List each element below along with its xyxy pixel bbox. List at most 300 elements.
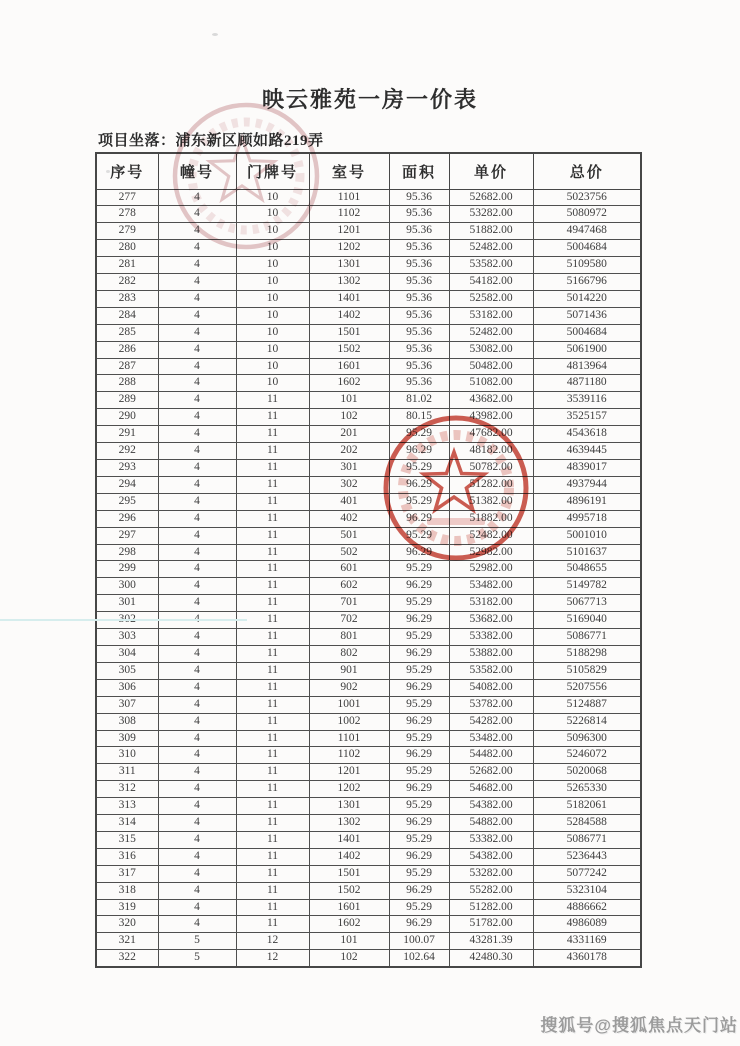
cell-room: 1201: [309, 223, 389, 240]
cell-building: 4: [158, 882, 236, 899]
cell-total-price: 5226814: [533, 713, 641, 730]
cell-serial: 321: [96, 933, 158, 950]
cell-unit-price: 52482.00: [449, 240, 533, 257]
cell-serial: 292: [96, 443, 158, 460]
table-row: [96, 730, 641, 747]
cell-unit-price: 52982.00: [449, 544, 533, 561]
cell-unit-price: 50482.00: [449, 358, 533, 375]
cell-total-price: 5207556: [533, 679, 641, 696]
cell-building: 4: [158, 578, 236, 595]
cell-total-price: 5014220: [533, 290, 641, 307]
cell-building: 4: [158, 595, 236, 612]
cell-serial: 284: [96, 307, 158, 324]
cell-area: 96.29: [389, 713, 449, 730]
table-row: [96, 324, 641, 341]
cell-unit-price: 54382.00: [449, 848, 533, 865]
cell-serial: 307: [96, 696, 158, 713]
cell-door-number: 10: [236, 223, 309, 240]
cell-area: 95.36: [389, 324, 449, 341]
cell-serial: 294: [96, 476, 158, 493]
cell-area: 95.36: [389, 274, 449, 291]
cell-serial: 287: [96, 358, 158, 375]
cell-room: 1002: [309, 713, 389, 730]
cell-unit-price: 52482.00: [449, 324, 533, 341]
cell-room: 1401: [309, 831, 389, 848]
cell-total-price: 4937944: [533, 476, 641, 493]
cell-total-price: 5077242: [533, 865, 641, 882]
table-row: [96, 831, 641, 848]
table-row: [96, 916, 641, 933]
table-row: [96, 882, 641, 899]
cell-building: 4: [158, 527, 236, 544]
table-row: [96, 189, 641, 206]
cell-total-price: 4331169: [533, 933, 641, 950]
cell-total-price: 5182061: [533, 798, 641, 815]
cell-door-number: 11: [236, 764, 309, 781]
cell-serial: 316: [96, 848, 158, 865]
cell-unit-price: 48182.00: [449, 443, 533, 460]
table-row: [96, 629, 641, 646]
cell-serial: 277: [96, 189, 158, 206]
cell-total-price: 4871180: [533, 375, 641, 392]
cell-total-price: 5096300: [533, 730, 641, 747]
cell-building: 4: [158, 899, 236, 916]
cell-room: 201: [309, 426, 389, 443]
cell-room: 1301: [309, 257, 389, 274]
cell-area: 95.36: [389, 375, 449, 392]
cell-building: 4: [158, 730, 236, 747]
table-row: [96, 595, 641, 612]
cell-room: 1402: [309, 307, 389, 324]
cell-unit-price: 50782.00: [449, 460, 533, 477]
cell-serial: 309: [96, 730, 158, 747]
cell-serial: 312: [96, 781, 158, 798]
cell-unit-price: 43281.39: [449, 933, 533, 950]
cell-unit-price: 55282.00: [449, 882, 533, 899]
table-row: [96, 696, 641, 713]
cell-area: 80.15: [389, 409, 449, 426]
cell-unit-price: 42480.30: [449, 950, 533, 967]
cell-serial: 285: [96, 324, 158, 341]
cell-area: 95.29: [389, 662, 449, 679]
cell-building: 4: [158, 476, 236, 493]
cell-building: 4: [158, 831, 236, 848]
cell-area: 95.29: [389, 426, 449, 443]
cell-serial: 301: [96, 595, 158, 612]
cell-area: 95.29: [389, 493, 449, 510]
cell-door-number: 10: [236, 358, 309, 375]
cell-unit-price: 52982.00: [449, 561, 533, 578]
cell-room: 1201: [309, 764, 389, 781]
cell-total-price: 4813964: [533, 358, 641, 375]
cell-door-number: 11: [236, 476, 309, 493]
col-header-room: 室号: [309, 153, 389, 189]
cell-door-number: 11: [236, 781, 309, 798]
table-row: [96, 645, 641, 662]
cell-area: 96.29: [389, 781, 449, 798]
cell-area: 95.36: [389, 290, 449, 307]
cell-door-number: 10: [236, 324, 309, 341]
cell-serial: 318: [96, 882, 158, 899]
cell-area: 95.36: [389, 206, 449, 223]
cell-serial: 322: [96, 950, 158, 967]
price-table: [95, 152, 642, 968]
cell-room: 502: [309, 544, 389, 561]
cell-unit-price: 53482.00: [449, 730, 533, 747]
cell-area: 95.36: [389, 189, 449, 206]
cell-door-number: 11: [236, 848, 309, 865]
cell-room: 1202: [309, 240, 389, 257]
cell-building: 4: [158, 375, 236, 392]
cell-serial: 299: [96, 561, 158, 578]
cell-building: 4: [158, 460, 236, 477]
cell-door-number: 11: [236, 730, 309, 747]
cell-room: 102: [309, 950, 389, 967]
cell-total-price: 5166796: [533, 274, 641, 291]
cell-area: 95.29: [389, 561, 449, 578]
cell-serial: 297: [96, 527, 158, 544]
cell-area: 96.29: [389, 510, 449, 527]
cell-building: 4: [158, 223, 236, 240]
cell-serial: 291: [96, 426, 158, 443]
cell-door-number: 11: [236, 595, 309, 612]
cell-serial: 319: [96, 899, 158, 916]
col-header-total-price: 总价: [533, 153, 641, 189]
table-row: [96, 781, 641, 798]
cell-area: 100.07: [389, 933, 449, 950]
cell-serial: 282: [96, 274, 158, 291]
cell-room: 1602: [309, 375, 389, 392]
cell-area: 102.64: [389, 950, 449, 967]
cell-room: 1202: [309, 781, 389, 798]
cell-door-number: 11: [236, 612, 309, 629]
table-row: [96, 409, 641, 426]
cell-building: 4: [158, 544, 236, 561]
cell-unit-price: 54482.00: [449, 747, 533, 764]
cell-area: 96.29: [389, 848, 449, 865]
table-row: [96, 764, 641, 781]
cell-door-number: 11: [236, 578, 309, 595]
page-title: 映云雅苑一房一价表: [261, 87, 478, 112]
cell-area: 95.29: [389, 595, 449, 612]
cell-door-number: 11: [236, 645, 309, 662]
cell-unit-price: 53282.00: [449, 206, 533, 223]
cell-door-number: 11: [236, 831, 309, 848]
cell-building: 4: [158, 189, 236, 206]
cell-serial: 300: [96, 578, 158, 595]
cell-serial: 303: [96, 629, 158, 646]
cell-door-number: 11: [236, 443, 309, 460]
cell-area: 95.29: [389, 899, 449, 916]
cell-building: 4: [158, 443, 236, 460]
cell-unit-price: 52482.00: [449, 527, 533, 544]
cell-unit-price: 53882.00: [449, 645, 533, 662]
cell-building: 4: [158, 240, 236, 257]
cell-room: 602: [309, 578, 389, 595]
cell-total-price: 5246072: [533, 747, 641, 764]
cell-area: 96.29: [389, 815, 449, 832]
cell-room: 1601: [309, 899, 389, 916]
table-row: [96, 950, 641, 967]
table-row: [96, 848, 641, 865]
cell-serial: 306: [96, 679, 158, 696]
cell-room: 1102: [309, 206, 389, 223]
cell-serial: 295: [96, 493, 158, 510]
cell-room: 301: [309, 460, 389, 477]
cell-building: 4: [158, 290, 236, 307]
cell-door-number: 12: [236, 933, 309, 950]
cell-room: 101: [309, 392, 389, 409]
cell-serial: 314: [96, 815, 158, 832]
cell-total-price: 5086771: [533, 831, 641, 848]
cell-unit-price: 53582.00: [449, 662, 533, 679]
project-location: 项目坐落：浦东新区顾如路219弄: [98, 133, 324, 149]
cell-door-number: 10: [236, 375, 309, 392]
cell-door-number: 11: [236, 662, 309, 679]
cell-total-price: 4896191: [533, 493, 641, 510]
cell-serial: 311: [96, 764, 158, 781]
cell-area: 95.36: [389, 223, 449, 240]
cell-total-price: 5080972: [533, 206, 641, 223]
cell-area: 95.29: [389, 460, 449, 477]
table-row: [96, 899, 641, 916]
cell-building: 5: [158, 950, 236, 967]
cell-area: 96.29: [389, 882, 449, 899]
cell-total-price: 5061900: [533, 341, 641, 358]
cell-unit-price: 51882.00: [449, 223, 533, 240]
table-row: [96, 933, 641, 950]
cell-serial: 315: [96, 831, 158, 848]
cell-area: 95.36: [389, 358, 449, 375]
cell-room: 102: [309, 409, 389, 426]
cell-total-price: 5109580: [533, 257, 641, 274]
table-row: [96, 375, 641, 392]
cell-room: 1102: [309, 747, 389, 764]
cell-serial: 308: [96, 713, 158, 730]
cell-total-price: 5020068: [533, 764, 641, 781]
cell-room: 1402: [309, 848, 389, 865]
col-header-door-number: 门牌号: [236, 153, 309, 189]
cell-area: 95.36: [389, 307, 449, 324]
cell-total-price: 4543618: [533, 426, 641, 443]
cell-unit-price: 54682.00: [449, 781, 533, 798]
cell-serial: 304: [96, 645, 158, 662]
cell-total-price: 4839017: [533, 460, 641, 477]
cell-total-price: 5067713: [533, 595, 641, 612]
cell-room: 1401: [309, 290, 389, 307]
cell-room: 1302: [309, 274, 389, 291]
cell-unit-price: 51782.00: [449, 916, 533, 933]
col-header-serial: 序号: [96, 153, 158, 189]
table-header-row: [96, 153, 641, 189]
cell-total-price: 5124887: [533, 696, 641, 713]
table-row: [96, 223, 641, 240]
cell-room: 302: [309, 476, 389, 493]
cell-area: 95.36: [389, 240, 449, 257]
table-row: [96, 206, 641, 223]
table-row: [96, 358, 641, 375]
cell-building: 4: [158, 764, 236, 781]
cell-unit-price: 52682.00: [449, 189, 533, 206]
cell-door-number: 11: [236, 882, 309, 899]
cell-unit-price: 53382.00: [449, 629, 533, 646]
cell-door-number: 11: [236, 713, 309, 730]
cell-building: 4: [158, 916, 236, 933]
cell-building: 4: [158, 815, 236, 832]
cell-serial: 290: [96, 409, 158, 426]
cell-room: 501: [309, 527, 389, 544]
cell-total-price: 5169040: [533, 612, 641, 629]
cell-serial: 317: [96, 865, 158, 882]
cell-serial: 313: [96, 798, 158, 815]
table-row: [96, 662, 641, 679]
cell-unit-price: 54282.00: [449, 713, 533, 730]
cell-door-number: 11: [236, 629, 309, 646]
cell-building: 4: [158, 561, 236, 578]
cell-serial: 305: [96, 662, 158, 679]
cell-building: 4: [158, 781, 236, 798]
cell-door-number: 11: [236, 865, 309, 882]
table-row: [96, 679, 641, 696]
cell-building: 4: [158, 662, 236, 679]
cell-total-price: 4995718: [533, 510, 641, 527]
table-row: [96, 510, 641, 527]
cell-total-price: 5086771: [533, 629, 641, 646]
cell-unit-price: 53182.00: [449, 595, 533, 612]
cell-door-number: 11: [236, 815, 309, 832]
cell-total-price: 5101637: [533, 544, 641, 561]
cell-room: 202: [309, 443, 389, 460]
cell-area: 96.29: [389, 916, 449, 933]
cell-room: 902: [309, 679, 389, 696]
cell-unit-price: 51282.00: [449, 899, 533, 916]
cell-total-price: 4639445: [533, 443, 641, 460]
cell-area: 95.36: [389, 341, 449, 358]
cell-building: 4: [158, 358, 236, 375]
table-row: [96, 290, 641, 307]
cell-room: 801: [309, 629, 389, 646]
scan-speck: [212, 33, 218, 36]
table-row: [96, 544, 641, 561]
cell-door-number: 10: [236, 206, 309, 223]
cell-unit-price: 54182.00: [449, 274, 533, 291]
cell-building: 4: [158, 274, 236, 291]
cell-unit-price: 53282.00: [449, 865, 533, 882]
cell-serial: 281: [96, 257, 158, 274]
cell-total-price: 5149782: [533, 578, 641, 595]
cell-serial: 280: [96, 240, 158, 257]
cell-door-number: 11: [236, 493, 309, 510]
table-row: [96, 307, 641, 324]
cell-area: 95.29: [389, 865, 449, 882]
cell-unit-price: 53182.00: [449, 307, 533, 324]
cell-total-price: 5004684: [533, 324, 641, 341]
cell-building: 4: [158, 324, 236, 341]
cell-unit-price: 53782.00: [449, 696, 533, 713]
cell-building: 4: [158, 679, 236, 696]
cell-room: 1101: [309, 189, 389, 206]
cell-area: 95.36: [389, 257, 449, 274]
cell-room: 601: [309, 561, 389, 578]
cell-unit-price: 54882.00: [449, 815, 533, 832]
cell-total-price: 4947468: [533, 223, 641, 240]
cell-unit-price: 53382.00: [449, 831, 533, 848]
table-row: [96, 476, 641, 493]
table-row: [96, 240, 641, 257]
cell-room: 1602: [309, 916, 389, 933]
cell-area: 95.29: [389, 798, 449, 815]
cell-room: 1601: [309, 358, 389, 375]
cell-unit-price: 53682.00: [449, 612, 533, 629]
cell-serial: 293: [96, 460, 158, 477]
cell-area: 95.29: [389, 730, 449, 747]
cell-total-price: 5284588: [533, 815, 641, 832]
cell-building: 5: [158, 933, 236, 950]
cell-serial: 320: [96, 916, 158, 933]
cell-area: 95.29: [389, 764, 449, 781]
cell-door-number: 11: [236, 460, 309, 477]
cell-door-number: 10: [236, 290, 309, 307]
cell-total-price: 4986089: [533, 916, 641, 933]
cell-unit-price: 51082.00: [449, 375, 533, 392]
cell-area: 96.29: [389, 544, 449, 561]
cell-area: 96.29: [389, 578, 449, 595]
cell-unit-price: 52582.00: [449, 290, 533, 307]
cell-building: 4: [158, 257, 236, 274]
cell-total-price: 5105829: [533, 662, 641, 679]
cell-room: 701: [309, 595, 389, 612]
cell-unit-price: 51282.00: [449, 476, 533, 493]
cell-unit-price: 43982.00: [449, 409, 533, 426]
table-row: [96, 341, 641, 358]
cell-door-number: 11: [236, 510, 309, 527]
cell-unit-price: 52682.00: [449, 764, 533, 781]
cell-total-price: 5023756: [533, 189, 641, 206]
cell-room: 702: [309, 612, 389, 629]
cell-door-number: 11: [236, 527, 309, 544]
cell-area: 95.29: [389, 696, 449, 713]
cell-area: 95.29: [389, 831, 449, 848]
cell-room: 101: [309, 933, 389, 950]
cell-room: 901: [309, 662, 389, 679]
cell-room: 1101: [309, 730, 389, 747]
cell-building: 4: [158, 510, 236, 527]
cell-serial: 286: [96, 341, 158, 358]
cell-area: 95.29: [389, 527, 449, 544]
table-row: [96, 815, 641, 832]
cell-door-number: 11: [236, 696, 309, 713]
cell-total-price: 5236443: [533, 848, 641, 865]
col-header-unit-price: 单价: [449, 153, 533, 189]
cell-door-number: 11: [236, 561, 309, 578]
cell-building: 4: [158, 696, 236, 713]
price-table-body: [96, 189, 641, 967]
cell-total-price: 5048655: [533, 561, 641, 578]
cell-door-number: 10: [236, 341, 309, 358]
cell-building: 4: [158, 645, 236, 662]
cell-room: 401: [309, 493, 389, 510]
table-row: [96, 257, 641, 274]
cell-area: 96.29: [389, 645, 449, 662]
cell-door-number: 11: [236, 899, 309, 916]
cell-area: 96.29: [389, 747, 449, 764]
cell-unit-price: 51882.00: [449, 510, 533, 527]
scan-artifact-line: [0, 619, 247, 621]
cell-serial: 296: [96, 510, 158, 527]
col-header-building: 幢号: [158, 153, 236, 189]
cell-room: 1001: [309, 696, 389, 713]
cell-door-number: 11: [236, 392, 309, 409]
